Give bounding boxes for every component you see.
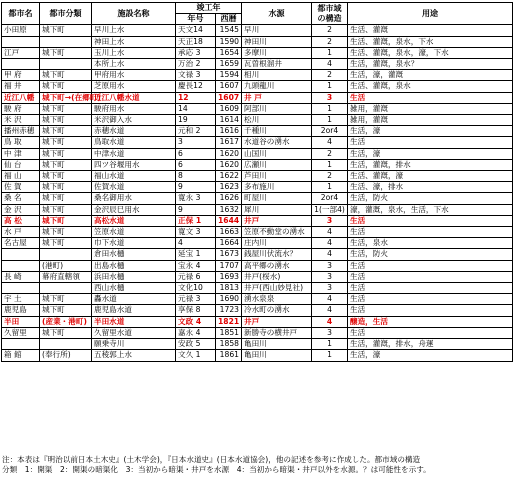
cell-class — [40, 36, 92, 47]
cell-city — [2, 283, 40, 294]
table-row — [2, 171, 513, 182]
table-row — [2, 137, 513, 148]
cell-year: 1632 — [216, 204, 242, 215]
cell-city: 半田 — [2, 316, 40, 327]
cell-era: 文政 4 — [176, 316, 216, 327]
table-row — [2, 159, 513, 170]
cell-use: 生活，泉水 — [348, 238, 513, 249]
cell-use: 生活，防火 — [348, 193, 513, 204]
cell-facility: 桑名御用水 — [92, 193, 176, 204]
cell-use: 醸造，生活 — [348, 316, 513, 327]
cell-era: 享保 8 — [176, 305, 216, 316]
cell-city: 福 山 — [2, 171, 40, 182]
cell-class: 城下町 — [40, 47, 92, 58]
cell-source: 庄内川 — [242, 238, 312, 249]
cell-era: 天正18 — [176, 36, 216, 47]
header-western: 西暦 — [216, 14, 242, 25]
cell-class: 城下町 — [40, 327, 92, 338]
cell-year: 1723 — [216, 305, 242, 316]
table-row — [2, 92, 513, 103]
header-source: 水源 — [242, 3, 312, 25]
cell-era: 9 — [176, 182, 216, 193]
cell-structure: 2or4 — [312, 126, 348, 137]
cell-source: 亀田川 — [242, 350, 312, 361]
cell-structure: 2 — [312, 148, 348, 159]
cell-class: 城下町 — [40, 70, 92, 81]
table-row — [2, 316, 513, 327]
table-row — [2, 238, 513, 249]
cell-year: 1664 — [216, 238, 242, 249]
cell-source: 井戸 — [242, 316, 312, 327]
cell-class: 城下町 — [40, 126, 92, 137]
cell-use: 生活 — [348, 305, 513, 316]
cell-era: 安政 5 — [176, 339, 216, 350]
cell-city: 仙 台 — [2, 159, 40, 170]
cell-source: 銭屋川伏流水？ — [242, 249, 312, 260]
cell-facility: 五稜郭上水 — [92, 350, 176, 361]
cell-structure: 2or4 — [312, 193, 348, 204]
cell-use: 生活 — [348, 137, 513, 148]
cell-use: 生活，濠 — [348, 126, 513, 137]
cell-era: 6 — [176, 159, 216, 170]
cell-facility: 中津水道 — [92, 148, 176, 159]
cell-year: 1707 — [216, 260, 242, 271]
cell-era: 天文14 — [176, 25, 216, 36]
table-notes — [2, 455, 514, 475]
cell-year: 1616 — [216, 126, 242, 137]
cell-era: 文化10 — [176, 283, 216, 294]
header-completed: 竣工年 — [176, 3, 242, 14]
cell-structure: 3 — [312, 327, 348, 338]
cell-era: 元禄 3 — [176, 294, 216, 305]
cell-facility: 近江八幡水道 — [92, 92, 176, 103]
cell-class: 城下町 — [40, 148, 92, 159]
cell-class: (港町) — [40, 260, 92, 271]
cell-source: 広瀬川 — [242, 159, 312, 170]
cell-city: 鳥 取 — [2, 137, 40, 148]
cell-structure: 1 — [312, 350, 348, 361]
header-class: 都市分類 — [40, 3, 92, 25]
cell-structure: 4 — [312, 227, 348, 238]
cell-city: 中 津 — [2, 148, 40, 159]
cell-class: 城下町 — [40, 103, 92, 114]
cell-structure: 2 — [312, 70, 348, 81]
cell-city: 駿 府 — [2, 103, 40, 114]
cell-year: 1607 — [216, 92, 242, 103]
cell-structure: 4 — [312, 59, 348, 70]
header-structure — [312, 3, 348, 25]
cell-structure: 4 — [312, 305, 348, 316]
table-row — [2, 47, 513, 58]
cell-era: 承応 3 — [176, 47, 216, 58]
cell-class: (産業・港町) — [40, 316, 92, 327]
cell-year: 1626 — [216, 193, 242, 204]
cell-city: 名古屋 — [2, 238, 40, 249]
table-row — [2, 249, 513, 260]
cell-facility: 笠原水道 — [92, 227, 176, 238]
cell-year: 1858 — [216, 339, 242, 350]
cell-year: 1851 — [216, 327, 242, 338]
cell-facility: 本所上水 — [92, 59, 176, 70]
table-row — [2, 126, 513, 137]
cell-source: 早川 — [242, 25, 312, 36]
header-city: 都市名 — [2, 3, 40, 25]
cell-use: 生活，濠 — [348, 148, 513, 159]
cell-use: 生活 — [348, 294, 513, 305]
cell-class: 城下町 — [40, 25, 92, 36]
cell-structure: 4 — [312, 137, 348, 148]
cell-structure: 1 — [312, 47, 348, 58]
note-line-1: 注：本表は『明治以前日本土木史』(土木学会)，『日本水道史』(日本水道協会)，他の記述を参考に作成した。都市域の構造 — [2, 455, 421, 464]
cell-class — [40, 339, 92, 350]
table-row — [2, 294, 513, 305]
cell-facility: 米沢御入水 — [92, 115, 176, 126]
cell-city: 金 沢 — [2, 204, 40, 215]
cell-era: 寛文 3 — [176, 227, 216, 238]
cell-structure: 1 — [312, 339, 348, 350]
cell-source: 多布施川 — [242, 182, 312, 193]
cell-city: 米 沢 — [2, 115, 40, 126]
cell-class: 城下町 — [40, 115, 92, 126]
cell-use: 生活，灌漑，排水 — [348, 159, 513, 170]
cell-facility: 福山水道 — [92, 171, 176, 182]
cell-class: 城下町 — [40, 204, 92, 215]
cell-class: 城下町 — [40, 182, 92, 193]
cell-era: 嘉永 4 — [176, 327, 216, 338]
cell-facility: 願乗寺川 — [92, 339, 176, 350]
cell-city — [2, 36, 40, 47]
cell-use: 生活，灌漑，排水，舟運 — [348, 339, 513, 350]
cell-era: 宝永 4 — [176, 260, 216, 271]
cell-era: 8 — [176, 171, 216, 182]
cell-source: 井戸(西山妙見社) — [242, 283, 312, 294]
table-row — [2, 339, 513, 350]
cell-year: 1821 — [216, 316, 242, 327]
cell-era: 12 — [176, 92, 216, 103]
cell-facility: 浜田水樋 — [92, 271, 176, 282]
table-row — [2, 227, 513, 238]
cell-year: 1620 — [216, 159, 242, 170]
cell-structure: 2 — [312, 171, 348, 182]
cell-source: 新勝寺の横井戸 — [242, 327, 312, 338]
cell-facility: 金沢辰巳用水 — [92, 204, 176, 215]
table-row — [2, 115, 513, 126]
cell-city: 鹿児島 — [2, 305, 40, 316]
cell-source: 九頭龍川 — [242, 81, 312, 92]
cell-facility: 四ツ谷堰用水 — [92, 159, 176, 170]
cell-use: 生活 — [348, 92, 513, 103]
cell-year: 1644 — [216, 215, 242, 226]
cell-year: 1594 — [216, 70, 242, 81]
table-row — [2, 182, 513, 193]
cell-city: 福 井 — [2, 81, 40, 92]
cell-use: 生活 — [348, 215, 513, 226]
cell-structure: 3 — [312, 92, 348, 103]
table-row — [2, 327, 513, 338]
cell-year: 1659 — [216, 59, 242, 70]
cell-year: 1813 — [216, 283, 242, 294]
header-facility: 施設名称 — [92, 3, 176, 25]
cell-class: 城下町 — [40, 171, 92, 182]
cell-use: 雑用，灌漑 — [348, 103, 513, 114]
cell-facility: 鹿児島水道 — [92, 305, 176, 316]
cell-city: 高 松 — [2, 215, 40, 226]
cell-year: 1622 — [216, 171, 242, 182]
cell-era: 19 — [176, 115, 216, 126]
cell-use: 生活 — [348, 283, 513, 294]
cell-class: 城下町 — [40, 137, 92, 148]
cell-structure: 1(一部4) — [312, 204, 348, 215]
cell-city: 小田原 — [2, 25, 40, 36]
header-structure-line2: の構造 — [317, 13, 342, 23]
cell-facility: 早川上水 — [92, 25, 176, 36]
cell-era: 6 — [176, 148, 216, 159]
cell-facility: 神田上水 — [92, 36, 176, 47]
cell-use: 生活 — [348, 271, 513, 282]
cell-city: 佐 賀 — [2, 182, 40, 193]
cell-source: 多摩川 — [242, 47, 312, 58]
cell-source: 湧水泉泉 — [242, 294, 312, 305]
cell-source: 山国川 — [242, 148, 312, 159]
cell-use: 生活、濠，排水 — [348, 182, 513, 193]
cell-city: 水 戸 — [2, 227, 40, 238]
cell-era: 正保 1 — [176, 215, 216, 226]
cell-facility: 西山水樋 — [92, 283, 176, 294]
cell-structure: 3 — [312, 283, 348, 294]
cell-era: 元禄 6 — [176, 271, 216, 282]
cell-year: 1861 — [216, 350, 242, 361]
table-row — [2, 204, 513, 215]
cell-source: 井 戸 — [242, 92, 312, 103]
table-row — [2, 283, 513, 294]
cell-source: 芦田川 — [242, 171, 312, 182]
table-row — [2, 193, 513, 204]
cell-use: 濠，灌漑，泉水，生活，下水 — [348, 204, 513, 215]
cell-facility: 巾下水道 — [92, 238, 176, 249]
cell-era: 3 — [176, 137, 216, 148]
cell-use: 生活、灌漑，泉水，濠，下水 — [348, 47, 513, 58]
cell-use: 生活、灌漑，濠 — [348, 171, 513, 182]
cell-year: 1654 — [216, 47, 242, 58]
cell-structure: 1 — [312, 115, 348, 126]
cell-facility: 甲府用水 — [92, 70, 176, 81]
cell-structure: 4 — [312, 316, 348, 327]
cell-structure: 1 — [312, 159, 348, 170]
cell-use: 雑用，灌漑 — [348, 115, 513, 126]
cell-structure: 4 — [312, 294, 348, 305]
cell-source: 水道谷の湧水 — [242, 137, 312, 148]
cell-class: 城下町→(在郷町) — [40, 92, 92, 103]
cell-use: 生活 — [348, 227, 513, 238]
cell-source: 亀田川 — [242, 339, 312, 350]
table-body — [2, 25, 513, 361]
cell-use: 生活，濠 — [348, 350, 513, 361]
cell-facility: 出島水樋 — [92, 260, 176, 271]
table-row — [2, 350, 513, 361]
table-row — [2, 260, 513, 271]
cell-city: 桑 名 — [2, 193, 40, 204]
cell-structure: 3 — [312, 271, 348, 282]
cell-era: 9 — [176, 204, 216, 215]
cell-city: 近江八幡 — [2, 92, 40, 103]
cell-structure: 1 — [312, 103, 348, 114]
cell-source: 犀川 — [242, 204, 312, 215]
aqueduct-table — [1, 2, 513, 362]
cell-class: 城下町 — [40, 215, 92, 226]
table-row — [2, 148, 513, 159]
cell-source: 町屋川 — [242, 193, 312, 204]
cell-year: 1693 — [216, 271, 242, 282]
cell-class: 城下町 — [40, 294, 92, 305]
cell-structure: 4 — [312, 249, 348, 260]
cell-source: 千種川 — [242, 126, 312, 137]
cell-era: 延宝 1 — [176, 249, 216, 260]
cell-structure: 3 — [312, 260, 348, 271]
cell-class: 城下町 — [40, 227, 92, 238]
cell-source: 冷水町の湧水 — [242, 305, 312, 316]
cell-source: 松川 — [242, 115, 312, 126]
cell-year: 1590 — [216, 36, 242, 47]
cell-facility: 轟水道 — [92, 294, 176, 305]
cell-year: 1609 — [216, 103, 242, 114]
table-row — [2, 103, 513, 114]
cell-structure: 1 — [312, 81, 348, 92]
cell-city: 宇 土 — [2, 294, 40, 305]
header-era: 年号 — [176, 14, 216, 25]
cell-class: 城下町 — [40, 81, 92, 92]
cell-year: 1623 — [216, 182, 242, 193]
cell-source: 神田川 — [242, 36, 312, 47]
table-row — [2, 70, 513, 81]
cell-era: 文禄 3 — [176, 70, 216, 81]
cell-class: 城下町 — [40, 305, 92, 316]
cell-facility: 玉川上水 — [92, 47, 176, 58]
cell-structure: 4 — [312, 238, 348, 249]
cell-structure: 2 — [312, 25, 348, 36]
cell-class: (奉行所) — [40, 350, 92, 361]
cell-facility: 高松水道 — [92, 215, 176, 226]
cell-source: 瓦曽根溜井 — [242, 59, 312, 70]
cell-facility: 倉田水樋 — [92, 249, 176, 260]
cell-facility: 芝原用水 — [92, 81, 176, 92]
cell-use: 生活 — [348, 260, 513, 271]
header-structure-line1: 都市域 — [317, 3, 342, 13]
cell-year: 1607 — [216, 81, 242, 92]
cell-city: 久留里 — [2, 327, 40, 338]
cell-source: 相川 — [242, 70, 312, 81]
cell-era: 元和 2 — [176, 126, 216, 137]
cell-year: 1614 — [216, 115, 242, 126]
table-row — [2, 59, 513, 70]
table-row — [2, 36, 513, 47]
header-use: 用途 — [348, 3, 513, 25]
cell-facility: 赤穂水道 — [92, 126, 176, 137]
cell-city: 甲 府 — [2, 70, 40, 81]
cell-facility: 佐賀水道 — [92, 182, 176, 193]
cell-source: 笠原不動堂の湧水 — [242, 227, 312, 238]
cell-use: 生活、灌漑，泉水，下水 — [348, 36, 513, 47]
cell-year: 1545 — [216, 25, 242, 36]
cell-era: 文久 1 — [176, 350, 216, 361]
cell-city — [2, 249, 40, 260]
cell-city: 箱 館 — [2, 350, 40, 361]
cell-source: 高平郷の湧水 — [242, 260, 312, 271]
cell-structure: 1 — [312, 182, 348, 193]
cell-era: 4 — [176, 238, 216, 249]
cell-era: 慶長12 — [176, 81, 216, 92]
cell-facility: 鳥取水道 — [92, 137, 176, 148]
cell-structure: 2 — [312, 36, 348, 47]
cell-city — [2, 260, 40, 271]
note-line-2: 分類 1：開渠 2：開渠の暗渠化 3：当初から暗渠・井戸を水源 4：当初から暗渠・井戸以外を水源。？は可能性を示す。 — [2, 465, 431, 474]
cell-year: 1663 — [216, 227, 242, 238]
cell-city: 江戸 — [2, 47, 40, 58]
cell-city — [2, 59, 40, 70]
cell-structure: 3 — [312, 215, 348, 226]
cell-use: 生活、灌漑，泉水 — [348, 81, 513, 92]
table-row — [2, 81, 513, 92]
table-row — [2, 215, 513, 226]
cell-class: 幕府直轄領 — [40, 271, 92, 282]
cell-era: 寛永 3 — [176, 193, 216, 204]
cell-city: 長 崎 — [2, 271, 40, 282]
cell-city: 播州赤穂 — [2, 126, 40, 137]
table-row — [2, 25, 513, 36]
cell-era: 万治 2 — [176, 59, 216, 70]
cell-facility: 久留里水道 — [92, 327, 176, 338]
cell-year: 1690 — [216, 294, 242, 305]
cell-source: 井戸(桜水) — [242, 271, 312, 282]
cell-use: 生活，灌漑，泉水？ — [348, 59, 513, 70]
cell-use: 生活，濠，灌漑 — [348, 70, 513, 81]
cell-use: 生活 — [348, 327, 513, 338]
cell-year: 1617 — [216, 137, 242, 148]
cell-class — [40, 249, 92, 260]
table-row — [2, 271, 513, 282]
cell-city — [2, 339, 40, 350]
table-row — [2, 305, 513, 316]
cell-use: 生活，防火 — [348, 249, 513, 260]
cell-use: 生活、灌漑 — [348, 25, 513, 36]
cell-year: 1673 — [216, 249, 242, 260]
cell-era: 14 — [176, 103, 216, 114]
cell-source: 阿部川 — [242, 103, 312, 114]
cell-class — [40, 59, 92, 70]
cell-source: 井戸 — [242, 215, 312, 226]
cell-class — [40, 283, 92, 294]
cell-class: 城下町 — [40, 193, 92, 204]
cell-class: 城下町 — [40, 159, 92, 170]
cell-class: 城下町 — [40, 238, 92, 249]
cell-year: 1620 — [216, 148, 242, 159]
cell-facility: 半田水道 — [92, 316, 176, 327]
cell-facility: 駿府用水 — [92, 103, 176, 114]
